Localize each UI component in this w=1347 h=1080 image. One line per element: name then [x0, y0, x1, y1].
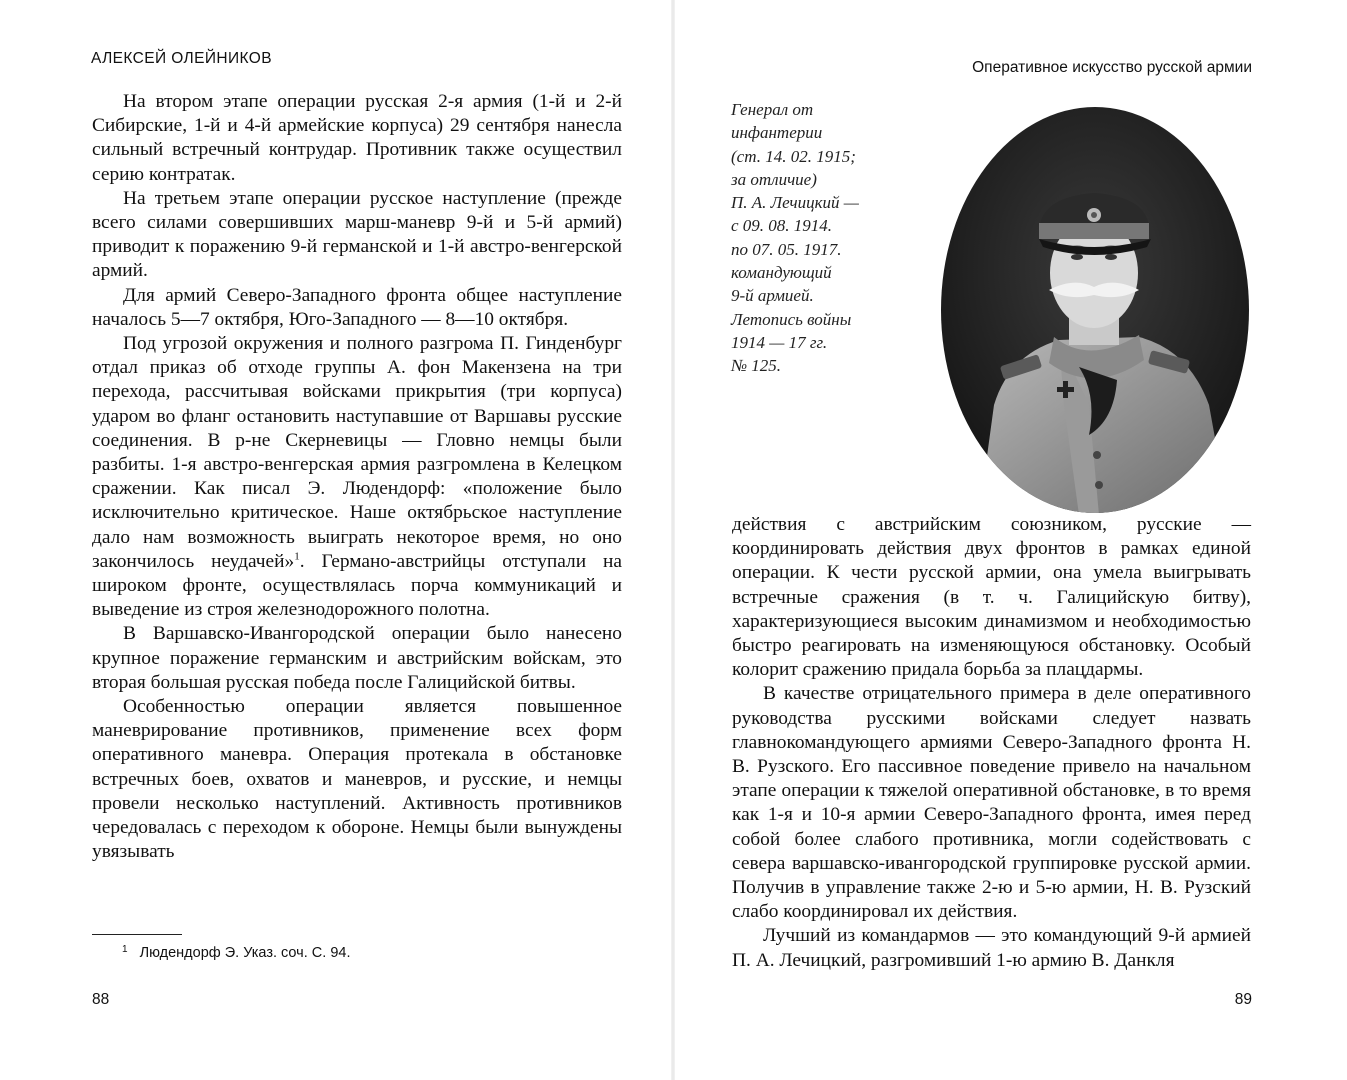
running-head-chapter: Оперативное искусство русской армии — [972, 59, 1252, 76]
caption-line: 9-й армией. — [731, 286, 814, 306]
caption-line: П. А. Лечицкий — — [731, 193, 859, 213]
caption-line: командующий — [731, 263, 832, 283]
page-number-left: 88 — [92, 991, 110, 1008]
caption-line: с 09. 08. 1914. — [731, 216, 833, 236]
left-page — [0, 0, 673, 1080]
caption-line: за отличие) — [731, 169, 817, 189]
paragraph: Для армий Северо-Западного фронта общее наступление началось 5—7 октября, Юго-Западного — 8—10 октября. — [92, 284, 622, 330]
footnote-divider — [92, 934, 182, 935]
footnote-marker: 1 — [122, 944, 128, 955]
paragraph: В Варшавско-Ивангородской операции было нанесено крупное поражение германским и австрийским войскам, это вторая большая русская победа после Галицийской битвы. — [92, 623, 622, 693]
paragraph — [92, 332, 622, 622]
paragraph: В качестве отрицательного примера в деле оперативного руководства русскими войсками следует назвать главнокомандующего армиями Северо-Западного фронта Н. В. Рузского. Его пассивное поведение привело на начальном этапе операции к тяжелой оперативной обстановке, в то время как 1-я и 10-я армии Северо-Западного фронта, имея перед собой более слабого противника, могли содействовать с севера варшавско-ивангородской группировке русской армии. Получив в управление также 2-ю и 5-ю армии, Н. В. Рузский слабо координировал их действия. — [732, 683, 1251, 923]
paragraph: Лучший из командармов — это командующий 9-й армией П. А. Лечицкий, разгромивший 1-ю армию В. Данкля — [732, 925, 1251, 971]
paragraph-text-tail: . Германо-австрийцы отступали на широком фронте, осуществлялась порча коммуникаций и выведение из строя железнодорожного полотна. — [92, 550, 622, 621]
caption-line: Летопись войны — [731, 309, 852, 329]
paragraph: На втором этапе операции русская 2-я армия (1-й и 2-й Сибирские, 1-й и 4-й армейские корпуса) 29 сентября нанесла сильный встречный контрудар. Противник также осуществил серию контратак. — [92, 91, 622, 185]
caption-line: № 125. — [731, 356, 782, 376]
right-page-body — [732, 513, 1251, 973]
footnote-reference: 1 — [294, 550, 300, 563]
left-page-body — [92, 90, 622, 865]
caption-line: Генерал от — [731, 100, 814, 119]
caption-line: (ст. 14. 02. 1915; — [731, 146, 856, 166]
paragraph: Особенностью операции является повышенное маневрирование противников, применение всех форм оперативного маневра. Операция протекала в обстановке встречных боев, охватов и маневров, и русские, и немцы провели несколько наступлений. Активность противников чередовалась с переходом к обороне. Немцы были вынуждены увязывать — [92, 696, 622, 863]
portrait-caption — [731, 98, 891, 378]
portrait-photo — [939, 105, 1251, 515]
paragraph: действия с австрийским союзником, русские — координировать действия двух фронтов в рамках единой операции. К чести русской армии, она умела выигрывать встречные сражения (в т. ч. Галицийскую битву), характеризующиеся высоким динамизмом и необходимостью быстро реагировать на изменяющуюся обстановку. Особый колорит сражению придала борьба за плацдармы. — [732, 514, 1251, 681]
caption-line: по 07. 05. 1917. — [731, 239, 842, 259]
footnote-text: Людендорф Э. Указ. соч. С. 94. — [139, 945, 351, 961]
running-head-author: АЛЕКСЕЙ ОЛЕЙНИКОВ — [91, 50, 272, 67]
paragraph: На третьем этапе операции русское наступление (прежде всего силами совершивших марш-маневр 9-й и 5-й армий) приводит к поражению 9-й германской и 1-й австро-венгерской армий. — [92, 187, 622, 282]
caption-line: инфантерии — [731, 123, 823, 143]
page-number-right: 89 — [1234, 991, 1252, 1008]
paragraph-text: Под угрозой окружения и полного разгрома П. Гинденбург отдал приказ об отходе группы А. фон Макензена на три перехода, рассчитывая войсками прикрытия (три корпуса) ударом во фланг остановить наступавшие от Варшавы русские соединения. В р-не Скерневицы — Гловно немцы были разбиты. 1-я австро-венгерская армия разгромлена в Келецком сражении. Как писал Э. Людендорф: «положение было исключительно критическое. Наше октябрьское наступление дало нам возможность выиграть некоторое время, но оно закончилось неудачей» — [92, 333, 622, 572]
caption-line: 1914 — 17 гг. — [731, 332, 828, 352]
footnote — [122, 945, 350, 961]
